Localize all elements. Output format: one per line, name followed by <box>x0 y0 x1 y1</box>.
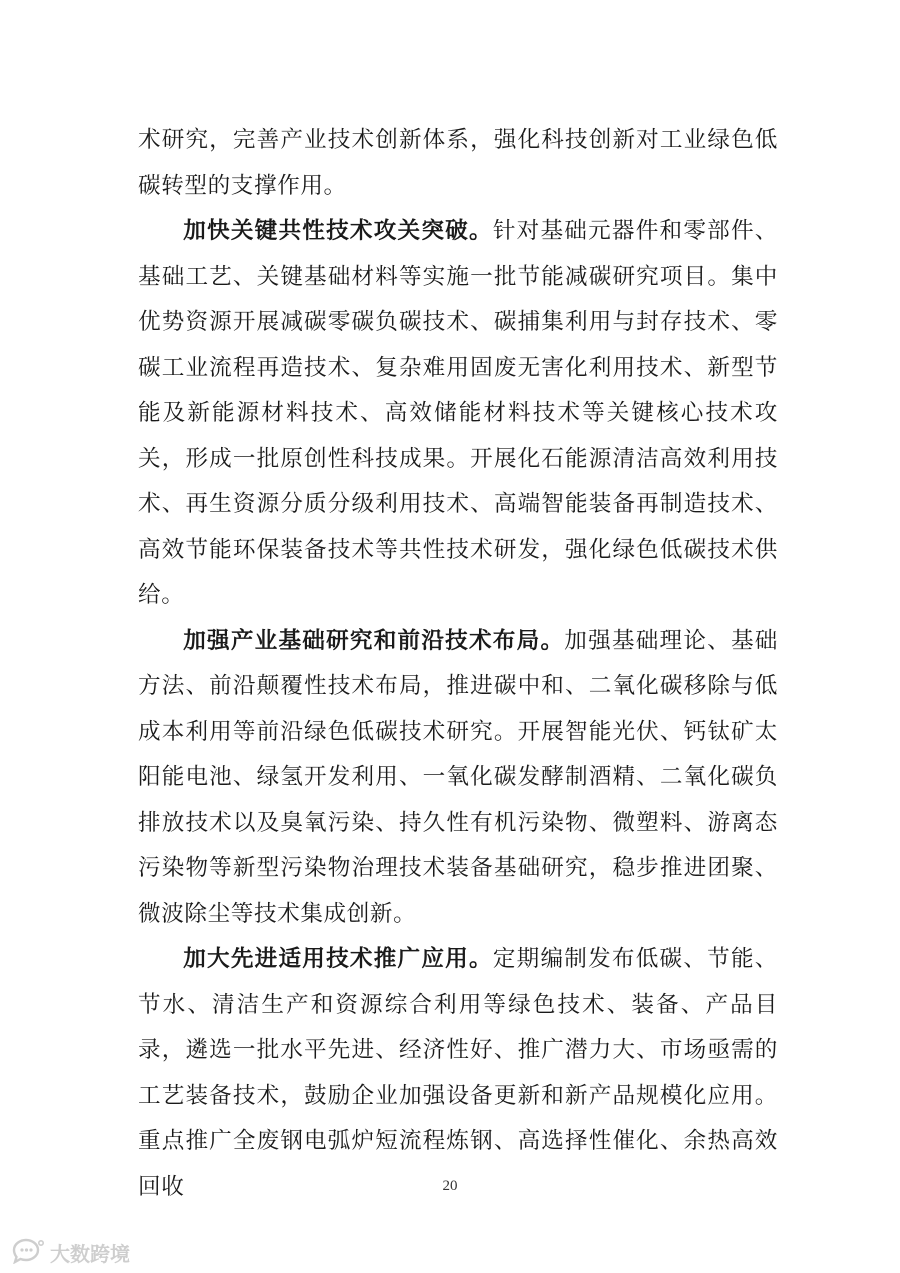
paragraph-technology-promotion <box>138 937 778 1210</box>
paragraph-heading: 加大先进适用技术推广应用。 <box>183 946 493 972</box>
paragraph-continuation <box>138 118 778 209</box>
paragraph-text: 术研究，完善产业技术创新体系，强化科技创新对工业绿色低碳转型的支撑作用。 <box>138 127 778 199</box>
paragraph-basic-research <box>138 619 778 938</box>
chat-bubble-logo-icon <box>10 1236 46 1269</box>
paragraph-text: 针对基础元器件和零部件、基础工艺、关键基础材料等实施一批节能减碳研究项目。集中优势资源开展减碳零碳负碳技术、碳捕集利用与封存技术、零碳工业流程再造技术、复杂难用固废无害化利用技术、新型节能及新能源材料技术、高效储能材料技术等关键核心技术攻关，形成一批原创性科技成果。开展化石能源清洁高效利用技术、再生资源分质分级利用技术、高端智能装备再制造技术、高效节能环保装备技术等共性技术研发，强化绿色低碳技术供给。 <box>138 218 778 608</box>
document-body <box>138 118 778 1210</box>
paragraph-key-technology-breakthrough <box>138 209 778 619</box>
paragraph-text: 定期编制发布低碳、节能、节水、清洁生产和资源综合利用等绿色技术、装备、产品目录，遴选一批水平先进、经济性好、推广潜力大、市场亟需的工艺装备技术，鼓励企业加强设备更新和新产品规模化应用。重点推广全废钢电弧炉短流程炼钢、高选择性催化、余热高效回收 <box>138 946 778 1200</box>
watermark <box>10 1236 130 1269</box>
paragraph-heading: 加强产业基础研究和前沿技术布局。 <box>183 627 565 654</box>
paragraph-text: 加强基础理论、基础方法、前沿颠覆性技术布局，推进碳中和、二氧化碳移除与低成本利用等前沿绿色低碳技术研究。开展智能光伏、钙钛矿太阳能电池、绿氢开发利用、一氧化碳发酵制酒精、二氧化碳负排放技术以及臭氧污染、持久性有机污染物、微塑料、游离态污染物等新型污染物治理技术装备基础研究，稳步推进团聚、微波除尘等技术集成创新。 <box>138 627 778 927</box>
watermark-text: 大数跨境 <box>50 1242 130 1266</box>
paragraph-heading: 加快关键共性技术攻关突破。 <box>183 218 493 244</box>
page-number: 20 <box>442 1178 458 1194</box>
